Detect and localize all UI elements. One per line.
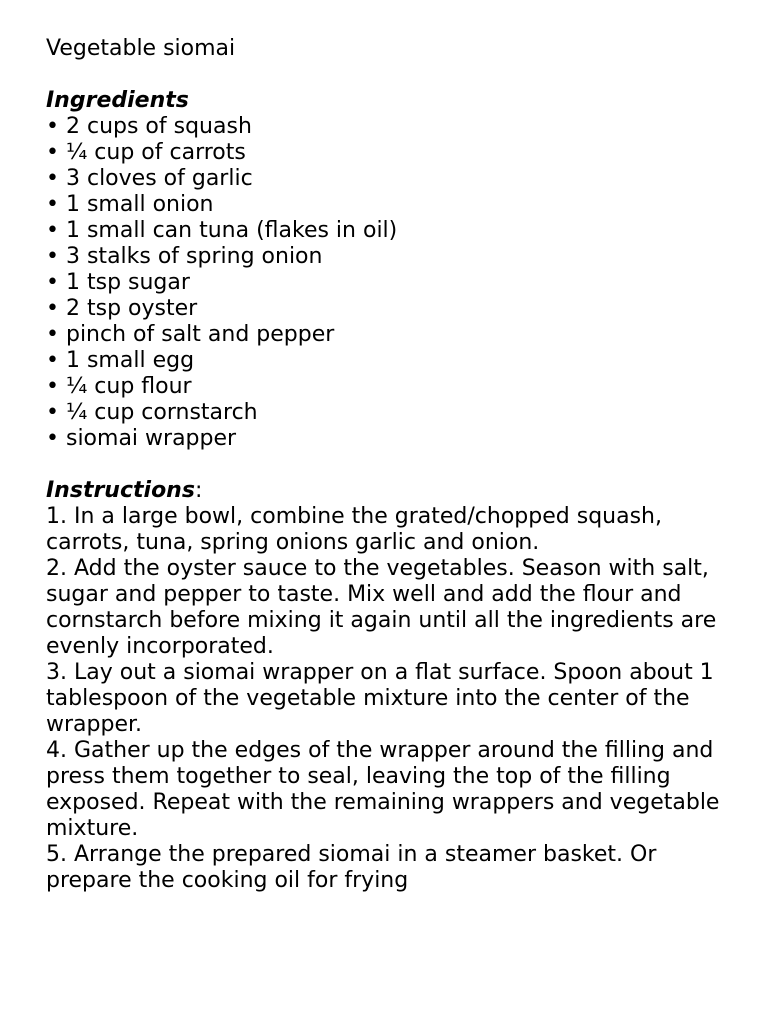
blank-line [46,452,736,478]
instruction-step: 4. Gather up the edges of the wrapper around the filling and press them together to seal, leaving the top of the filling exposed. Repeat with the remaining wrappers and vegetable mixture. [46,738,720,841]
ingredient-text: pinch of salt and pepper [65,322,335,347]
instruction-step: 3. Lay out a siomai wrapper on a flat surface. Spoon about 1 tablespoon of the vegetable mixture into the center of the wrapper. [46,660,714,737]
blank-line [46,62,736,88]
bullet-icon: • [46,166,59,191]
instructions-heading [46,478,736,504]
ingredient-item [46,244,736,270]
instruction-step: 2. Add the oyster sauce to the vegetables. Season with salt, sugar and pepper to taste. Mix well and add the flour and cornstarch before mixing it again until all the ingredients are evenly incorporated. [46,556,717,659]
ingredients-list [46,114,736,452]
bullet-icon: • [46,192,59,217]
bullet-icon: • [46,374,59,399]
ingredient-text: 3 stalks of spring onion [65,244,323,269]
bullet-icon: • [46,218,59,243]
ingredient-text: ¼ cup of carrots [65,140,246,165]
instructions-heading-text: Instructions [46,478,195,503]
instruction-step: 5. Arrange the prepared siomai in a steamer basket. Or prepare the cooking oil for frying [46,842,657,893]
instructions-heading-colon: : [194,478,203,503]
ingredient-item [46,140,736,166]
ingredient-text: 2 tsp oyster [65,296,198,321]
ingredient-item [46,192,736,218]
bullet-icon: • [46,270,59,295]
ingredient-text: 2 cups of squash [65,114,252,139]
ingredient-text: 1 small onion [65,192,214,217]
recipe-document [46,36,736,894]
ingredient-text: 1 small egg [65,348,195,373]
ingredients-heading-text: Ingredients [46,88,189,113]
bullet-icon: • [46,140,59,165]
bullet-icon: • [46,348,59,373]
ingredient-text: ¼ cup cornstarch [65,400,258,425]
ingredient-item [46,296,736,322]
ingredient-item [46,348,736,374]
recipe-title: Vegetable siomai [46,36,236,61]
ingredients-heading [46,88,736,114]
ingredient-item [46,400,736,426]
ingredient-text: 3 cloves of garlic [65,166,253,191]
ingredient-item [46,218,736,244]
ingredient-item [46,426,736,452]
ingredient-item [46,374,736,400]
instruction-step: 1. In a large bowl, combine the grated/chopped squash, carrots, tuna, spring onions garlic and onion. [46,504,662,555]
instructions-list [46,504,736,894]
ingredient-item [46,322,736,348]
ingredient-text: 1 small can tuna (flakes in oil) [65,218,398,243]
ingredient-item [46,166,736,192]
bullet-icon: • [46,114,59,139]
bullet-icon: • [46,426,59,451]
ingredient-text: siomai wrapper [65,426,237,451]
bullet-icon: • [46,296,59,321]
ingredient-text: ¼ cup flour [65,374,192,399]
bullet-icon: • [46,244,59,269]
ingredient-item [46,114,736,140]
bullet-icon: • [46,322,59,347]
bullet-icon: • [46,400,59,425]
ingredient-item [46,270,736,296]
ingredient-text: 1 tsp sugar [65,270,190,295]
